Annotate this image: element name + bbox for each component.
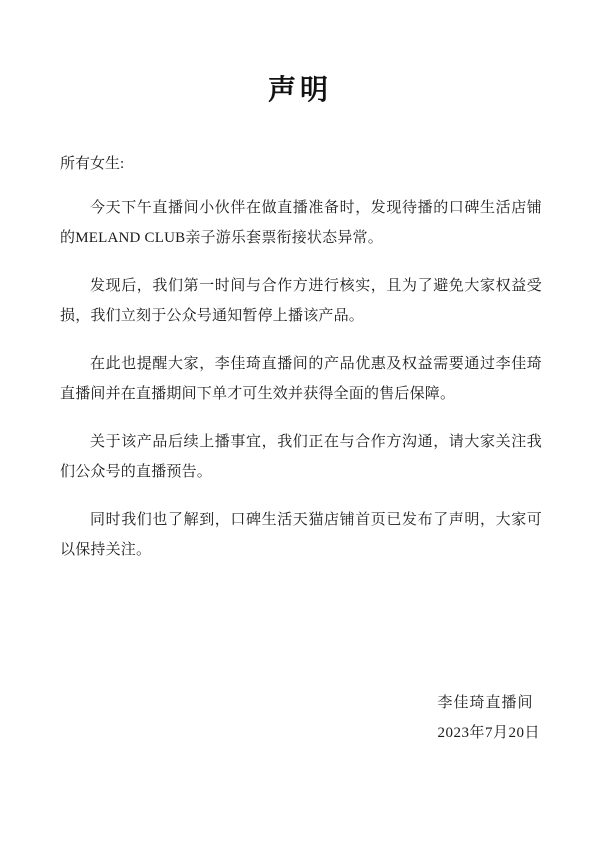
paragraph-5: 同时我们也了解到，口碑生活天猫店铺首页已发布了声明，大家可以保持关注。 (60, 511, 542, 558)
paragraph-2: 发现后，我们第一时间与合作方进行核实，且为了避免大家权益受损，我们立刻于公众号通知暂停上播该产品。 (60, 277, 542, 324)
document-body (0, 150, 600, 565)
signature-name: 李佳琦直播间 (437, 695, 534, 711)
page-title: 声明 (267, 75, 332, 106)
paragraph-3: 在此也提醒大家，李佳琦直播间的产品优惠及权益需要通过李佳琦直播间并在直播期间下单才可生效并获得全面的售后保障。 (60, 355, 542, 402)
signature-block (437, 688, 540, 748)
salutation: 所有女生: (60, 156, 125, 172)
paragraph-4: 关于该产品后续上播事宜，我们正在与合作方沟通，请大家关注我们公众号的直播预告。 (60, 433, 542, 480)
signature-date: 2023年7月20日 (437, 725, 540, 741)
paragraph-1: 今天下午直播间小伙伴在做直播准备时，发现待播的口碑生活店铺的MELAND CLUB亲子游乐套票衔接状态异常。 (60, 199, 542, 246)
